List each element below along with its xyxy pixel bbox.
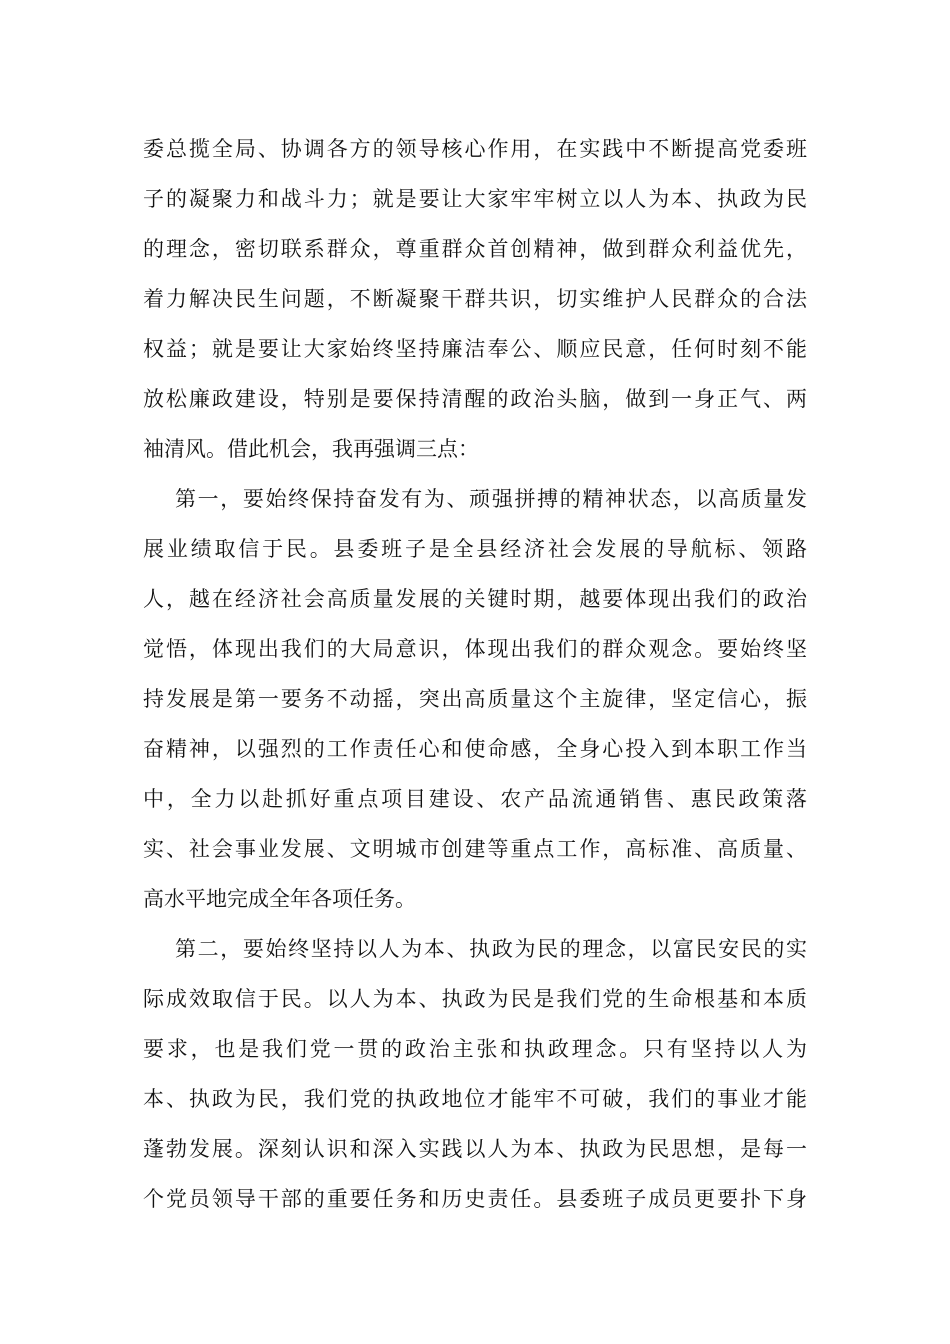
text-line: 子的凝聚力和战斗力；就是要让大家牢牢树立以人为本、执政为民: [143, 187, 807, 211]
text-line: 放松廉政建设，特别是要保持清醒的政治头脑，做到一身正气、两: [143, 387, 807, 411]
text-line: 人，越在经济社会高质量发展的关键时期，越要体现出我们的政治: [143, 587, 807, 611]
text-line: 权益；就是要让大家始终坚持廉洁奉公、顺应民意，任何时刻不能: [143, 337, 807, 361]
text-line: 觉悟，体现出我们的大局意识，体现出我们的群众观念。要始终坚: [143, 637, 807, 661]
paragraph-first-line: 第二，要始终坚持以人为本、执政为民的理念，以富民安民的实: [175, 937, 807, 961]
text-line: 展业绩取信于民。县委班子是全县经济社会发展的导航标、领路: [143, 537, 807, 561]
text-line: 中，全力以赴抓好重点项目建设、农产品流通销售、惠民政策落: [143, 787, 807, 811]
paragraph-first-line: 第一，要始终保持奋发有为、顽强拼搏的精神状态，以高质量发: [175, 487, 807, 511]
text-line: 奋精神，以强烈的工作责任心和使命感，全身心投入到本职工作当: [143, 737, 807, 761]
text-line: 着力解决民生问题，不断凝聚干群共识，切实维护人民群众的合法: [143, 287, 807, 311]
text-line: 要求，也是我们党一贯的政治主张和执政理念。只有坚持以人为: [143, 1037, 807, 1061]
document-body: [143, 124, 807, 1224]
text-line: 袖清风。借此机会，我再强调三点：: [143, 437, 479, 461]
text-line: 委总揽全局、协调各方的领导核心作用，在实践中不断提高党委班: [143, 137, 807, 161]
text-line: 际成效取信于民。以人为本、执政为民是我们党的生命根基和本质: [143, 987, 807, 1011]
text-line: 实、社会事业发展、文明城市创建等重点工作，高标准、高质量、: [143, 837, 807, 861]
text-line: 高水平地完成全年各项任务。: [143, 887, 416, 911]
text-line: 蓬勃发展。深刻认识和深入实践以人为本、执政为民思想，是每一: [143, 1137, 807, 1161]
text-line: 持发展是第一要务不动摇，突出高质量这个主旋律，坚定信心，振: [143, 687, 807, 711]
text-line: 个党员领导干部的重要任务和历史责任。县委班子成员更要扑下身: [143, 1187, 807, 1211]
text-line: 的理念，密切联系群众，尊重群众首创精神，做到群众利益优先，: [143, 237, 807, 261]
text-line: 本、执政为民，我们党的执政地位才能牢不可破，我们的事业才能: [143, 1087, 807, 1111]
